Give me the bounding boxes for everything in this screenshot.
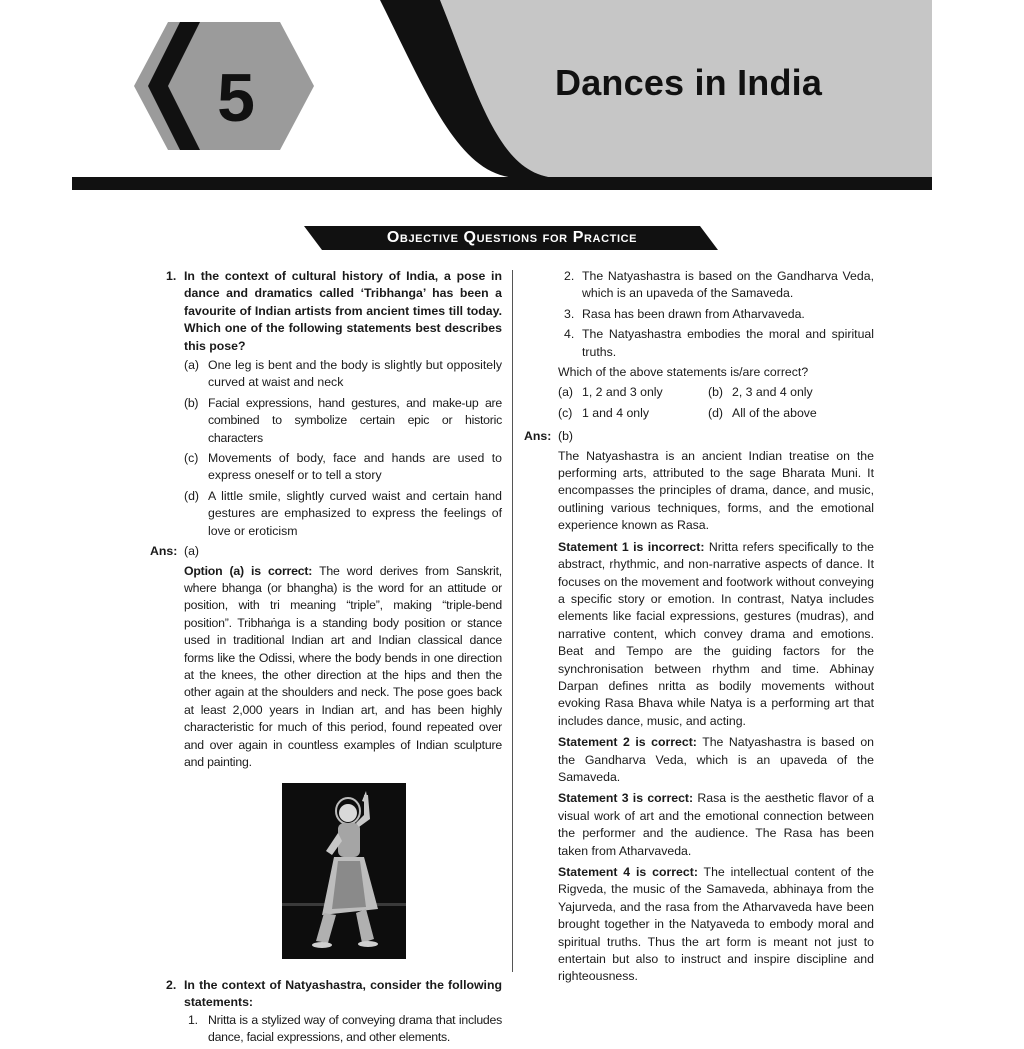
question-text: In the context of cultural history of India, a pose in dance and dramatics called ‘Tribhanga’ has been a favourite of Indian artists from ancient times till today. Which one of the following statements best describes this pose? [184,269,502,353]
chapter-header-graphic [0,0,1024,200]
option-d: (d) All of the above [708,405,817,420]
option-c: (c) 1 and 4 only [558,405,650,420]
column-divider [512,270,513,972]
question-prompt: Which of the above statements is/are correct? [558,365,809,380]
explanation-statement-3: Statement 3 is correct: Rasa is the aesthetic flavor of a visual work of art and the emotional connection between the performer and the audience. The Rasa has been taken from Atharvaveda. [558,791,874,858]
statement-1: 1. Nritta is a stylized way of conveying drama that includes dance, facial expressions, and other elements. [188,1012,502,1044]
header-rule [72,177,932,190]
right-column [524,268,874,990]
question-text: In the context of Natyashastra, consider the following statements: [184,977,502,1010]
explanation-intro: The Natyashastra is an ancient Indian treatise on the performing arts, attributed to the sage Bharata Muni. It encompasses the principles of drama, dance, and music, outlining various techniques, forms, and the emotional experience known as Rasa. [558,448,874,533]
option-c: (c) Movements of body, face and hands are used to express oneself or to tell a story [184,451,502,483]
option-a: (a) 1, 2 and 3 only [558,385,663,400]
answer-2: Ans: (b) [524,429,574,444]
option-b: (b) 2, 3 and 4 only [708,385,813,400]
statement-2: 2. The Natyashastra is based on the Gandharva Veda, which is an upaveda of the Samaveda. [564,269,874,301]
question-number: 1. [166,269,177,283]
explanation-statement-4: Statement 4 is correct: The intellectual content of the Rigveda, the music of the Samaveda, abhinaya from the Yajurveda, and the rasa from the Atharvaveda have been brought together in the Natyaveda to embody moral and spiritual truths. Thus the art form is meant not just to entertain but also to instruct and inspire discipline and righteousness. [558,865,874,984]
section-banner: Objective Questions for Practice [386,229,638,246]
question-1 [150,268,502,355]
left-column [150,268,502,1049]
option-d: (d) A little smile, slightly curved waist and certain hand gestures are emphasized to express the feelings of love or eroticism [184,488,502,538]
question-number: 2. [166,977,177,992]
statement-3: 3. Rasa has been drawn from Atharvaveda. [564,306,805,321]
options-grid [524,384,874,422]
chapter-title: Dances in India [555,62,823,103]
chapter-number: 5 [217,60,255,136]
question-2 [150,977,502,1012]
explanation-statement-1: Statement 1 is incorrect: Nritta refers specifically to the abstract, rhythmic, and non-narrative aspects of dance. It focuses on the movement and footwork without conveying a specific story or emotion. In contrast, Natya includes elements like facial expressions, gestures (mudras), and narrative content, which convey drama and emotions. Beat and Tempo are the guiding factors for the synchronisation between rhythm and time. Abhinay Darpan defines nritta as bodily movements without evoking Rasa Bhava while Natya is a performing art that includes dance, music, and acting. [558,539,874,728]
explanation-1: Option (a) is correct: The word derives from Sanskrit, where bhanga (or bhangha) is the word for an attitude or position, with tri meaning “triple”, making “triple-bend position”. Tribhaṅga is a standing body position or stance used in traditional Indian art and Indian classical dance forms like the Odissi, where the body bends in one direction at the knees, the other direction at the hips and then the other again at the shoulders and neck. The pose goes back at least 2,000 years in Indian art, and has been highly characteristic for much of this period, found repeated over and over again in countless examples of Indian sculpture and painting. [184,563,503,769]
statement-4: 4. The Natyashastra embodies the moral and spiritual truths. [564,327,874,359]
option-a: (a) One leg is bent and the body is slightly but oppositely curved at waist and neck [184,358,502,390]
option-b: (b) Facial expressions, hand gestures, and make-up are combined to symbolize certain epic or historic characters [184,395,502,445]
dancer-photo [282,783,406,959]
explanation-statement-2: Statement 2 is correct: The Natyashastra is based on the Gandharva Veda, which is an upaveda of the Samaveda. [558,735,874,784]
answer-1: Ans: (a) [150,544,200,559]
